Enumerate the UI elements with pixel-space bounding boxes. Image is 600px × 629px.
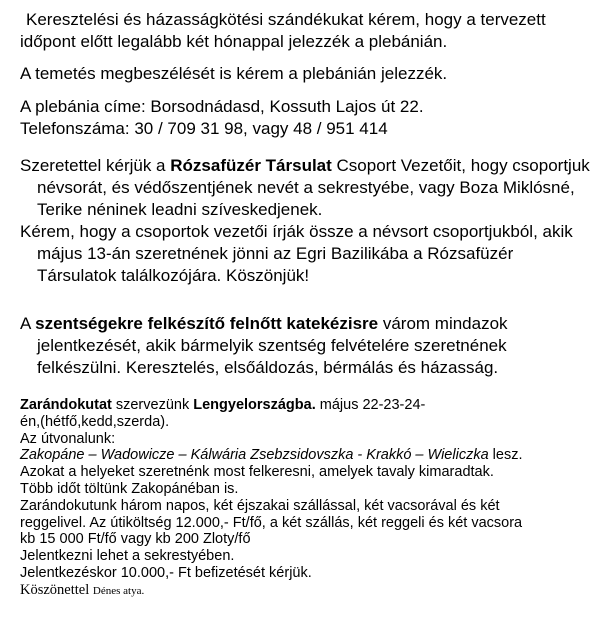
pilgrimage-line-5: Azokat a helyeket szeretnénk most felkeresni, amelyek tavaly kimaradtak. xyxy=(20,464,494,481)
catechesis-paragraph xyxy=(20,313,595,379)
destination-country: Lengyelországba. xyxy=(193,397,316,413)
baptism-marriage-notice xyxy=(20,9,595,53)
parish-address: A plebánia címe: Borsodnádasd, Kossuth Lajos út 22. xyxy=(20,97,424,116)
intro-line-1: Keresztelési és házasságkötési szándékukat kérem, hogy a tervezett xyxy=(26,10,546,29)
rosary-paragraph-1 xyxy=(20,155,595,221)
catechesis-title: szentségekre felkészítő felnőtt katekézisre xyxy=(35,314,379,333)
rosary-paragraph-2: Kérem, hogy a csoportok vezetői írják össze a névsort csoportjukból, akik május 13-án szeretnének jönni az Egri Bazilikába a Rózsafüzér Társulatok találkozójára. Köszönjük! xyxy=(20,222,573,285)
registration-place: Jelentkezni lehet a sekrestyében. xyxy=(20,548,235,565)
parish-phone: Telefonszáma: 30 / 709 31 98, vagy 48 / 951 414 xyxy=(20,119,388,138)
funeral-text: A temetés megbeszélését is kérem a plebánián jelezzék. xyxy=(20,64,448,83)
route-stops: Zakopáne – Wadowicze – Kálwária Zsebzsidovszka - Krakkó – Wieliczka xyxy=(20,447,489,464)
registration-deposit: Jelentkezéskor 10.000,- Ft befizetését kérjük. xyxy=(20,564,312,581)
pilgrimage-line-1 xyxy=(20,397,595,414)
intro-line-2: időpont előtt legalább két hónappal jelezzék a plebánián. xyxy=(20,32,448,51)
rosary-text-pre: Szeretettel kérjük a xyxy=(20,156,171,175)
contact-block xyxy=(20,96,595,140)
pilgrimage-dates: május 22-23-24- xyxy=(315,397,426,413)
route-end: lesz. xyxy=(488,447,523,464)
catechesis-text-post: várom mindazok jelentkezését, akik bármelyik szentség felvételére szeretnének felkészülni. Keresztelés, elsőáldozás, bérmálás és házasság. xyxy=(37,314,508,377)
route-heading: Az útvonalunk: xyxy=(20,430,116,447)
route-line xyxy=(20,447,595,464)
pilgrimage-cost: reggelivel. Az útiköltség 12.000,- Ft/fő, a két szállás, két reggeli és két vacsora xyxy=(20,514,523,531)
pilgrimage-title: Zarándokutat xyxy=(20,397,112,413)
pilgrimage-notice xyxy=(20,397,595,600)
thanks-text: Köszönettel xyxy=(20,581,90,598)
rosary-text-post: Csoport Vezetőit, hogy csoportjuk névsorát, és védőszentjének nevét a sekrestyébe, vagy Boza Miklósné, Terike néninek leadni szíveskedjenek. xyxy=(37,156,590,219)
funeral-notice xyxy=(20,63,595,85)
rosary-society-name: Rózsafüzér Társulat xyxy=(170,156,332,175)
rosary-society-notice xyxy=(20,155,595,287)
pilgrimage-days: én,(hétfő,kedd,szerda). xyxy=(20,413,170,430)
catechesis-notice xyxy=(20,313,595,379)
pilgrimage-cost-2: kb 15 000 Ft/fő vagy kb 200 Zloty/fő xyxy=(20,531,251,548)
signature-name: Dénes atya. xyxy=(92,584,145,597)
pilgrimage-text: szervezünk xyxy=(111,397,194,413)
catechesis-text-pre: A xyxy=(20,314,36,333)
closing-signature xyxy=(20,582,595,600)
pilgrimage-line-7: Zarándokutunk három napos, két éjszakai szállással, két vacsorával és két xyxy=(20,497,500,514)
pilgrimage-line-6: Több időt töltünk Zakopánéban is. xyxy=(20,480,239,497)
